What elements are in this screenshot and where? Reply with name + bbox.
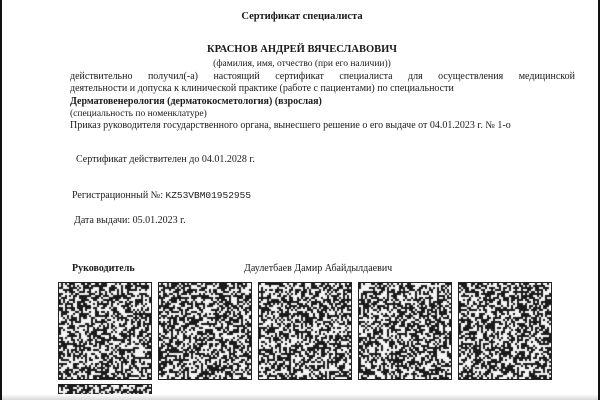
- page-bottom-edge: [2, 394, 598, 400]
- qr-pattern: [159, 283, 251, 379]
- qr-code-2: [158, 282, 252, 380]
- document-title: Сертификат специалиста: [241, 11, 363, 22]
- qr-pattern: [459, 283, 551, 379]
- head-label: Руководитель: [72, 263, 135, 274]
- holder-name-hint: (фамилия, имя, отчество (при его наличии)): [213, 59, 391, 69]
- issue-date: Дата выдачи: 05.01.2023 г.: [74, 215, 186, 226]
- qr-pattern: [59, 283, 151, 379]
- qr-pattern: [359, 283, 451, 379]
- qr-code-1: [58, 282, 152, 380]
- registration-number: KZ53VBM01952955: [165, 190, 252, 201]
- qr-pattern: [259, 283, 351, 379]
- body-text-line-2: деятельности и допуска к клинической практике (работе с пациентами) по специальности: [70, 83, 454, 94]
- qr-code-4: [358, 282, 452, 380]
- order-text: Приказ руководителя государственного органа, вынесшего решение о его выдаче от 04.01.2023 г. № 1-о: [70, 120, 511, 131]
- specialty-hint: (специальность по номенклатуре): [70, 109, 207, 119]
- body-text-line-1: действительно получил(-а) настоящий сертификат специалиста для осуществления медицинской: [70, 71, 575, 82]
- specialty: Дерматовенерология (дерматокосметология) (взрослая): [70, 96, 322, 107]
- valid-until: Сертификат действителен до 04.01.2028 г.: [76, 154, 255, 165]
- head-name: Даулетбаев Дамир Абайдылдаевич: [244, 263, 393, 274]
- holder-name: КРАСНОВ АНДРЕЙ ВЯЧЕСЛАВОВИЧ: [206, 44, 398, 55]
- registration-label: Регистрационный №:: [72, 190, 163, 201]
- qr-code-3: [258, 282, 352, 380]
- qr-code-5: [458, 282, 552, 380]
- registration-number-row: [72, 190, 251, 202]
